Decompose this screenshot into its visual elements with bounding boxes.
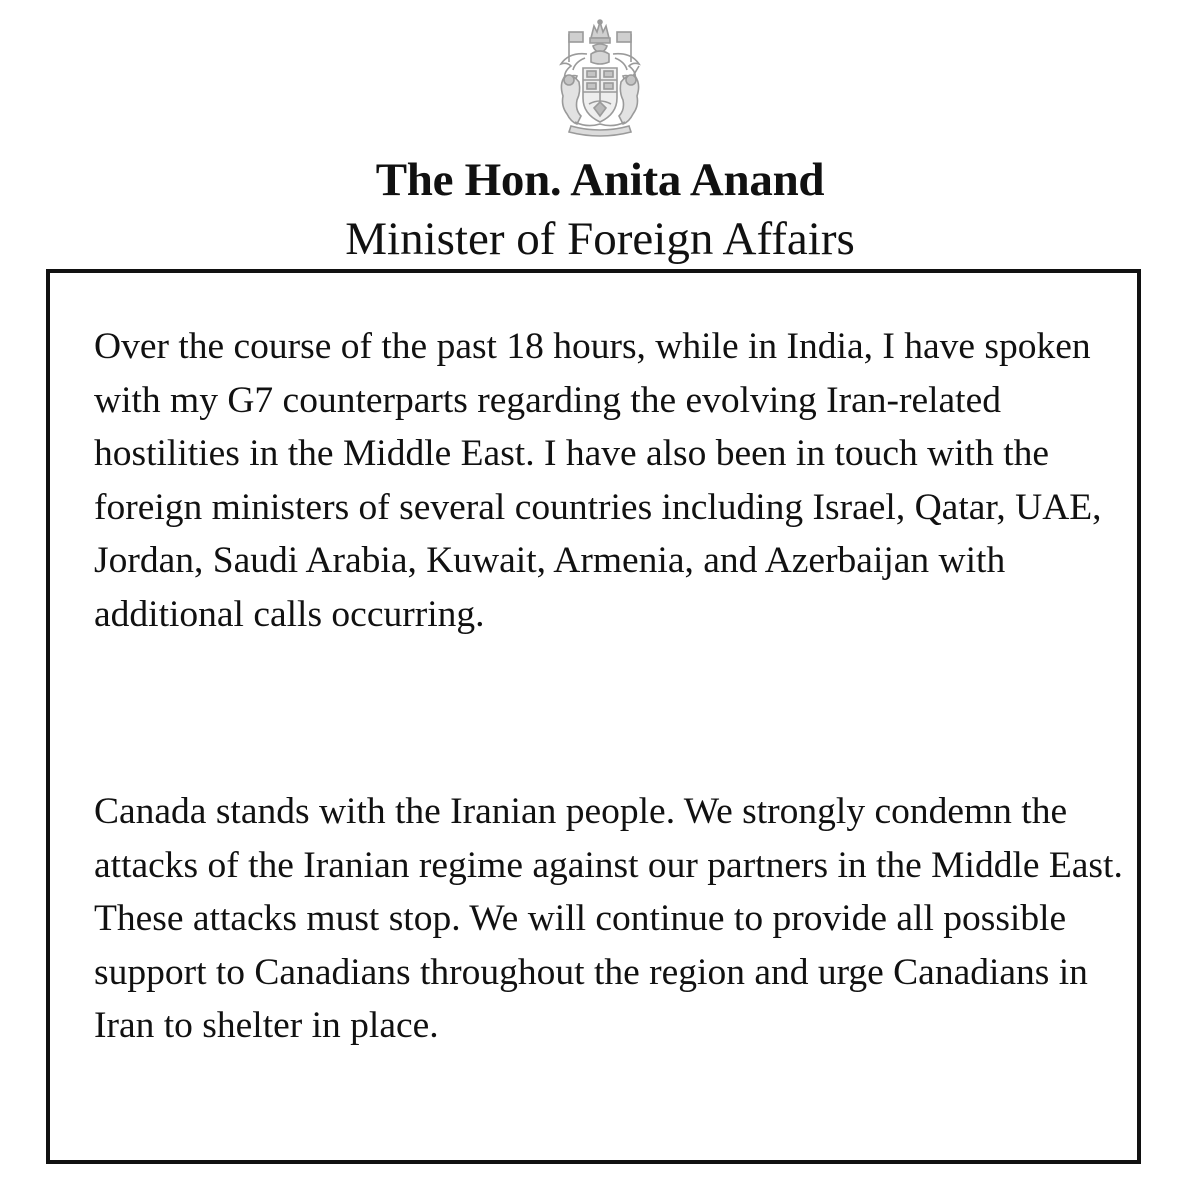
statement-paragraph-2: Canada stands with the Iranian people. We strongly condemn the attacks of the Iranian regime against our partners in the Middle East. These attacks must stop. We will continue to provide all possible support to Canadians throughout the region and urge Canadians in Iran to shelter in place. <box>94 791 1123 1047</box>
minister-name: The Hon. Anita Anand <box>375 154 825 206</box>
minister-title: Minister of Foreign Affairs <box>345 213 855 265</box>
statement-paragraph-1: Over the course of the past 18 hours, while in India, I have spoken with my G7 counterparts regarding the evolving Iran-related hostilities in the Middle East. I have also been in touch with the foreign ministers of several countries including Israel, Qatar, UAE, Jordan, Saudi Arabia, Kuwait, Armenia, and Azerbaijan with additional calls occurring. <box>94 326 1102 635</box>
statement-box <box>46 269 1141 1164</box>
coat-of-arms-icon <box>547 18 653 140</box>
